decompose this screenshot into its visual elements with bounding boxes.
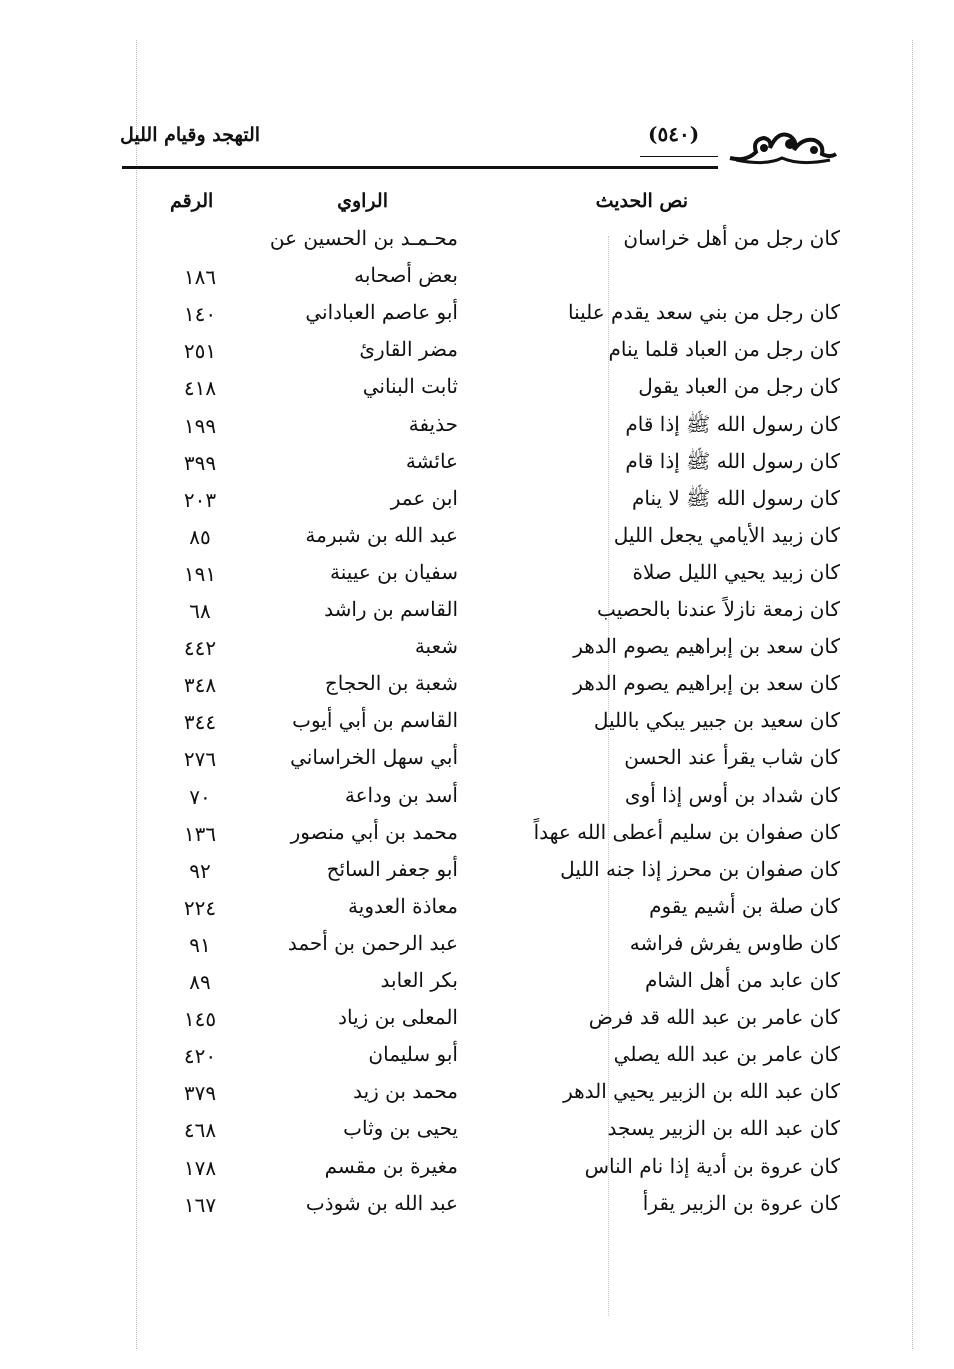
table-row: [0, 968, 954, 1005]
header-title: التهجد وقيام الليل: [120, 124, 261, 146]
narrator-name: محمد بن أبي منصور: [290, 819, 458, 844]
narrator-name: شعبة: [414, 634, 458, 659]
narrator-name: القاسم بن راشد: [324, 597, 458, 621]
hadith-number: ٣٩٩: [183, 450, 217, 475]
narrator-name: أبو عاصم العباداني: [305, 300, 458, 325]
narrator-name: المعلى بن زياد: [338, 1005, 458, 1030]
narrator-name: شعبة بن الحجاج: [324, 671, 458, 696]
table-row: [0, 337, 954, 374]
page-number: (٥٤٠): [648, 122, 700, 146]
hadith-number: ١٩١: [183, 561, 217, 586]
column-header-number: الرقم: [170, 190, 214, 212]
hadith-number: ١٧٨: [183, 1155, 217, 1180]
hadith-number: ٣٤٨: [183, 673, 217, 698]
narrator-name: مضر القارئ: [359, 337, 458, 362]
hadith-text: كان رجل من العباد يقول: [638, 374, 840, 399]
column-header-narrator: الراوي: [337, 190, 388, 212]
hadith-number: ٢٥١: [183, 339, 217, 364]
hadith-text: كان شاب يقرأ عند الحسن: [624, 745, 840, 770]
table-row: [0, 1042, 954, 1079]
narrator-name: محـمـد بن الحسين عن: [269, 226, 458, 250]
hadith-text: كان رجل من العباد قلما ينام: [608, 337, 840, 362]
hadith-number: ١٩٩: [183, 413, 217, 438]
header-rule: [122, 166, 718, 169]
hadith-text: كان زمعة نازلاً عندنا بالحصيب: [596, 597, 840, 621]
table-row: [0, 412, 954, 449]
hadith-number: ٤٤٢: [183, 636, 217, 661]
table-row: [0, 486, 954, 523]
table-row: [0, 560, 954, 597]
hadith-number: ٩١: [189, 932, 211, 957]
hadith-text: كان رجل من أهل خراسان: [623, 226, 840, 250]
hadith-number: ١٨٦: [183, 265, 217, 290]
table-row: [0, 820, 954, 857]
hadith-number: ٣٧٩: [183, 1081, 217, 1106]
column-header-text: نص الحديث: [595, 190, 688, 212]
hadith-number: ٨٩: [189, 970, 211, 994]
hadith-number: ٤١٨: [183, 376, 217, 401]
hadith-text: كان شداد بن أوس إذا أوى: [624, 782, 840, 807]
narrator-name: عائشة: [405, 448, 458, 473]
hadith-text: كان صلة بن أشيم يقوم: [649, 893, 840, 918]
table-row: [0, 597, 954, 634]
hadith-text: كان صفوان بن سليم أعطى الله عهداً: [533, 819, 840, 844]
table-row: [0, 857, 954, 894]
narrator-name: سفيان بن عيينة: [330, 559, 458, 584]
table-row: [0, 894, 954, 931]
hadith-text: كان سعد بن إبراهيم يصوم الدهر: [573, 634, 840, 659]
table-row: [0, 374, 954, 411]
narrator-name: أبي سهل الخراساني: [290, 745, 458, 770]
hadith-number: ٣٤٤: [183, 710, 217, 735]
table-row: [0, 634, 954, 671]
table-row: [0, 1079, 954, 1116]
narrator-name: أبو جعفر السائح: [326, 856, 458, 881]
page-header: [118, 118, 838, 178]
hadith-text: كان سعد بن إبراهيم يصوم الدهر: [573, 671, 840, 696]
hadith-number: ٨٥: [189, 524, 211, 549]
hadith-number: ٤٦٨: [183, 1118, 217, 1143]
hadith-text: كان رسول الله ﷺ إذا قام: [625, 448, 840, 473]
hadith-text: كان زبيد يحيي الليل صلاة: [632, 559, 840, 584]
hadith-text: كان عبد الله بن الزبير يحيي الدهر: [563, 1079, 840, 1104]
table-row: [0, 226, 954, 263]
hadith-text: كان رسول الله ﷺ إذا قام: [625, 411, 840, 436]
hadith-text: كان زبيد الأيامي يجعل الليل: [613, 522, 840, 547]
table-row: [0, 671, 954, 708]
header-rule-thin: [640, 156, 718, 157]
narrator-name: أسد بن وداعة: [344, 782, 458, 807]
table-row: [0, 1005, 954, 1042]
hadith-number: ٧٠: [189, 784, 211, 809]
hadith-text: كان عامر بن عبد الله قد فرض: [588, 1005, 840, 1030]
narrator-name: بعض أصحابه: [354, 263, 458, 288]
table-row: [0, 449, 954, 486]
hadith-number: ٢٢٤: [183, 895, 217, 920]
hadith-number: ٢٧٦: [183, 747, 217, 772]
table-row: [0, 745, 954, 782]
narrator-name: ابن عمر: [390, 485, 458, 510]
hadith-number: ٢٠٣: [183, 487, 217, 512]
hadith-number: ٦٨: [189, 599, 211, 623]
hadith-text: كان عروة بن أدية إذا نام الناس: [584, 1153, 840, 1178]
table-row: [0, 1191, 954, 1228]
table-row: [0, 523, 954, 560]
hadith-number: ١٣٦: [183, 821, 217, 846]
narrator-name: القاسم بن أبي أيوب: [292, 708, 458, 733]
hadith-number: ١٤٠: [183, 302, 217, 327]
narrator-name: عبد الرحمن بن أحمد: [287, 930, 458, 955]
narrator-name: بكر العابد: [380, 968, 458, 992]
hadith-text: كان عروة بن الزبير يقرأ: [642, 1190, 840, 1215]
hadith-text: كان عبد الله بن الزبير يسجد: [607, 1116, 840, 1141]
table-row: [0, 1116, 954, 1153]
narrator-name: محمد بن زيد: [353, 1079, 458, 1104]
hadith-text: كان طاوس يفرش فراشه: [629, 930, 840, 955]
hadith-text: كان رجل من بني سعد يقدم علينا: [567, 300, 840, 325]
hadith-text: كان رسول الله ﷺ لا ينام: [631, 485, 840, 510]
narrator-name: ثابت البناني: [362, 374, 458, 399]
table-row: [0, 1154, 954, 1191]
hadith-text: كان عامر بن عبد الله يصلي: [613, 1042, 840, 1067]
narrator-name: حذيفة: [408, 411, 458, 436]
narrator-name: معاذة العدوية: [348, 893, 458, 918]
hadith-number: ٤٢٠: [183, 1044, 217, 1069]
ornament-icon: [726, 118, 838, 168]
hadith-number: ٩٢: [189, 858, 211, 883]
hadith-text: كان سعيد بن جبير يبكي بالليل: [593, 708, 840, 733]
hadith-text: كان عابد من أهل الشام: [645, 968, 840, 992]
narrator-name: مغيرة بن مقسم: [324, 1153, 458, 1178]
hadith-number: ١٦٧: [183, 1192, 217, 1217]
hadith-number: ١٤٥: [183, 1007, 217, 1032]
table-row: [0, 931, 954, 968]
table-row: [0, 300, 954, 337]
table-row: [0, 783, 954, 820]
table-row: [0, 708, 954, 745]
narrator-name: عبد الله بن شبرمة: [305, 522, 458, 547]
narrator-name: عبد الله بن شوذب: [305, 1190, 458, 1215]
narrator-name: أبو سليمان: [368, 1042, 458, 1067]
narrator-name: يحيى بن وثاب: [343, 1116, 458, 1141]
table-row: [0, 263, 954, 300]
hadith-text: كان صفوان بن محرز إذا جنه الليل: [560, 856, 840, 881]
